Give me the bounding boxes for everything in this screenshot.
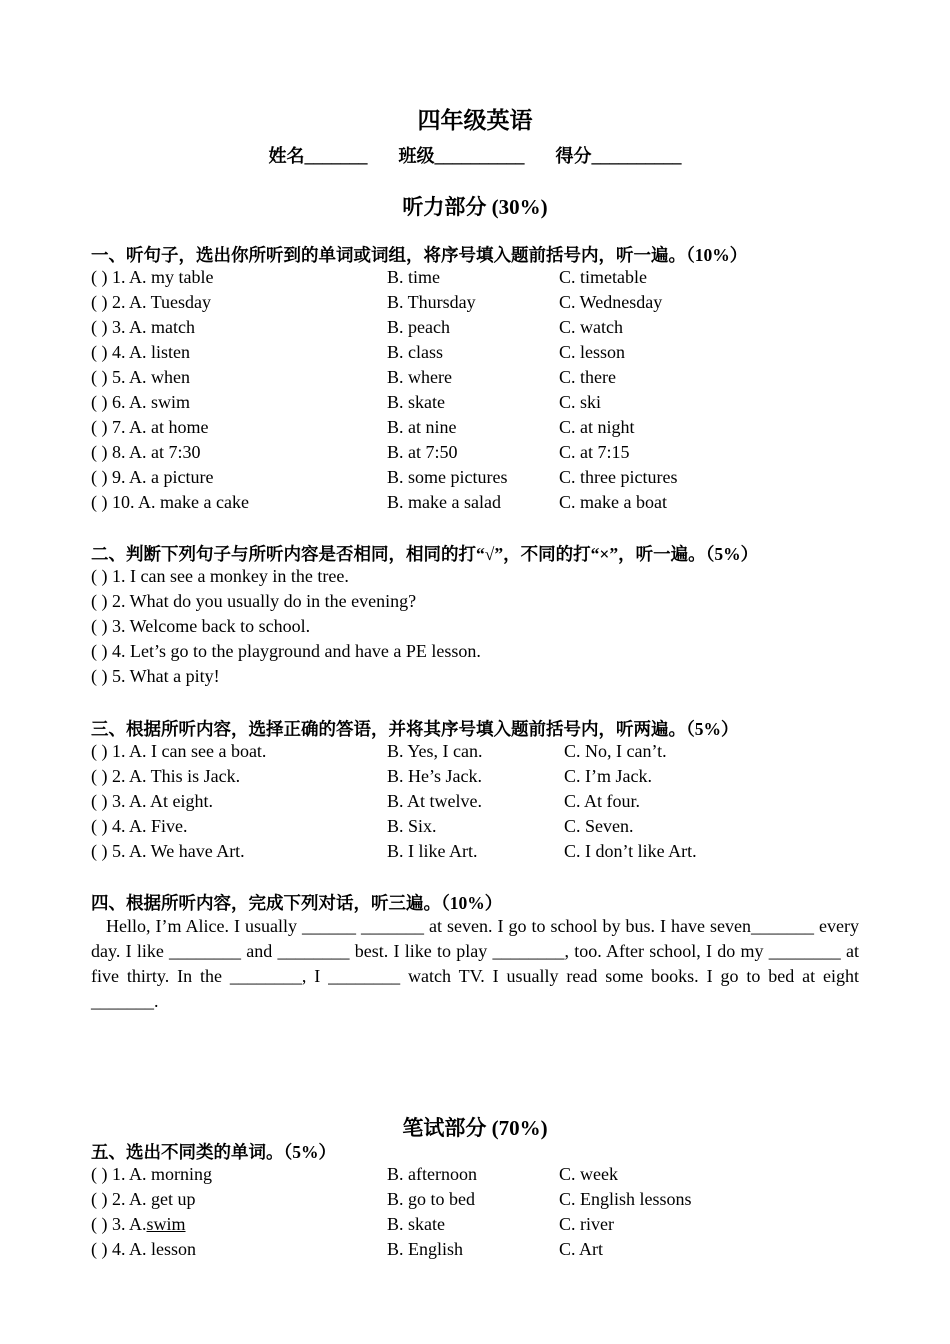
s1-question bbox=[91, 367, 871, 392]
option-a: ( ) 8. A. at 7:30 bbox=[91, 442, 201, 462]
option-a: ( ) 3. A. At eight. bbox=[91, 791, 213, 811]
s1-question bbox=[91, 392, 871, 417]
option-b: B. at 7:50 bbox=[387, 442, 458, 462]
option-c: C. there bbox=[559, 367, 616, 387]
option-c: C. Seven. bbox=[564, 816, 634, 836]
s2-statement bbox=[91, 566, 871, 591]
s3-question bbox=[91, 766, 871, 791]
student-info bbox=[0, 142, 950, 168]
option-a-word: swim bbox=[146, 1214, 186, 1234]
s1-question bbox=[91, 467, 871, 492]
option-b: B. class bbox=[387, 342, 443, 362]
option-a: ( ) 4. A. Five. bbox=[91, 816, 188, 836]
option-b: B. go to bed bbox=[387, 1189, 475, 1209]
listening-section-title: 听力部分 (30%) bbox=[402, 195, 548, 219]
s2-statement bbox=[91, 591, 871, 616]
option-a: ( ) 2. A. Tuesday bbox=[91, 292, 212, 312]
s1-question bbox=[91, 492, 871, 517]
option-a bbox=[91, 1214, 186, 1235]
option-c: C. lesson bbox=[559, 342, 626, 362]
section3-heading: 三、根据所听内容，选择正确的答语，并将其序号填入题前括号内，听两遍。（5%） bbox=[91, 719, 739, 739]
s1-question bbox=[91, 317, 871, 342]
option-c: C. river bbox=[559, 1214, 614, 1234]
option-b: B. some pictures bbox=[387, 467, 508, 487]
option-c: C. make a boat bbox=[559, 492, 667, 512]
s3-question bbox=[91, 841, 871, 866]
option-c: C. Wednesday bbox=[559, 292, 663, 312]
written-section-title: 笔试部分 (70%) bbox=[402, 1116, 548, 1140]
statement-text: ( ) 2. What do you usually do in the evening? bbox=[91, 591, 417, 611]
option-c: C. ski bbox=[559, 392, 602, 412]
option-b: B. Thursday bbox=[387, 292, 476, 312]
name-field: 姓名_______ bbox=[268, 146, 368, 166]
section1-heading: 一、听句子，选出你所听到的单词或词组，将序号填入题前括号内，听一遍。（10%） bbox=[91, 245, 748, 265]
option-c: C. No, I can’t. bbox=[564, 741, 667, 761]
s1-question bbox=[91, 342, 871, 367]
option-b: B. time bbox=[387, 267, 440, 287]
option-c: C. I don’t like Art. bbox=[564, 841, 697, 861]
option-b: B. skate bbox=[387, 1214, 445, 1234]
option-b: B. where bbox=[387, 367, 452, 387]
option-a: ( ) 3. A. match bbox=[91, 317, 195, 337]
option-a: ( ) 6. A. swim bbox=[91, 392, 190, 412]
option-c: C. timetable bbox=[559, 267, 647, 287]
option-b: B. peach bbox=[387, 317, 450, 337]
option-a: ( ) 9. A. a picture bbox=[91, 467, 214, 487]
s2-statement bbox=[91, 641, 871, 666]
s3-question bbox=[91, 791, 871, 816]
option-c: C. Art bbox=[559, 1239, 604, 1259]
option-b: B. Yes, I can. bbox=[387, 741, 483, 761]
statement-text: ( ) 3. Welcome back to school. bbox=[91, 616, 311, 636]
s1-question bbox=[91, 267, 871, 292]
option-b: B. skate bbox=[387, 392, 445, 412]
option-c: C. at night bbox=[559, 417, 635, 437]
s1-question bbox=[91, 417, 871, 442]
s2-statement bbox=[91, 666, 871, 691]
s5-question bbox=[91, 1164, 871, 1189]
option-a: ( ) 2. A. This is Jack. bbox=[91, 766, 241, 786]
option-a: ( ) 1. A. I can see a boat. bbox=[91, 741, 267, 761]
s5-question bbox=[91, 1214, 871, 1239]
option-b: B. make a salad bbox=[387, 492, 501, 512]
option-c: C. three pictures bbox=[559, 467, 678, 487]
option-a: ( ) 2. A. get up bbox=[91, 1189, 196, 1209]
option-a: ( ) 1. A. my table bbox=[91, 267, 214, 287]
option-c: C. week bbox=[559, 1164, 618, 1184]
section5-heading: 五、选出不同类的单词。（5%） bbox=[91, 1142, 336, 1162]
option-b: B. English bbox=[387, 1239, 464, 1259]
page-title: 四年级英语 bbox=[417, 108, 533, 133]
option-a: ( ) 1. A. morning bbox=[91, 1164, 212, 1184]
class-field: 班级__________ bbox=[398, 146, 525, 166]
section2-heading: 二、判断下列句子与所听内容是否相同，相同的打“√”，不同的打“×”，听一遍。（5%） bbox=[91, 544, 759, 564]
option-b: B. afternoon bbox=[387, 1164, 477, 1184]
dictation-passage: Hello, I’m Alice. I usually ______ _______ at seven. I go to school by bus. I have seven_______ every day. I like ________ and ________ best. I like to play ________, too. After school, I do my ________ at five thirty. In the ________, I ________ watch TV. I usually read some books. I go to bed at eight _______. bbox=[91, 916, 859, 1011]
section4-heading: 四、根据所听内容，完成下列对话，听三遍。（10%） bbox=[91, 893, 503, 913]
s3-question bbox=[91, 816, 871, 841]
option-a: ( ) 4. A. lesson bbox=[91, 1239, 196, 1259]
s2-statement bbox=[91, 616, 871, 641]
s5-question bbox=[91, 1239, 871, 1264]
option-a: ( ) 10. A. make a cake bbox=[91, 492, 249, 512]
option-b: B. Six. bbox=[387, 816, 437, 836]
option-b: B. He’s Jack. bbox=[387, 766, 482, 786]
option-a-prefix: ( ) 3. A. bbox=[91, 1214, 147, 1234]
option-c: C. English lessons bbox=[559, 1189, 692, 1209]
statement-text: ( ) 1. I can see a monkey in the tree. bbox=[91, 566, 349, 586]
option-c: C. at 7:15 bbox=[559, 442, 630, 462]
option-a: ( ) 4. A. listen bbox=[91, 342, 190, 362]
option-c: C. I’m Jack. bbox=[564, 766, 652, 786]
option-b: B. At twelve. bbox=[387, 791, 482, 811]
option-a: ( ) 5. A. when bbox=[91, 367, 190, 387]
score-field: 得分__________ bbox=[555, 146, 682, 166]
option-a: ( ) 5. A. We have Art. bbox=[91, 841, 245, 861]
option-c: C. watch bbox=[559, 317, 623, 337]
option-c: C. At four. bbox=[564, 791, 641, 811]
s1-question bbox=[91, 442, 871, 467]
s5-question bbox=[91, 1189, 871, 1214]
statement-text: ( ) 4. Let’s go to the playground and have a PE lesson. bbox=[91, 641, 481, 661]
s3-question bbox=[91, 741, 871, 766]
option-b: B. at nine bbox=[387, 417, 457, 437]
statement-text: ( ) 5. What a pity! bbox=[91, 666, 220, 686]
s1-question bbox=[91, 292, 871, 317]
option-a: ( ) 7. A. at home bbox=[91, 417, 209, 437]
option-b: B. I like Art. bbox=[387, 841, 478, 861]
